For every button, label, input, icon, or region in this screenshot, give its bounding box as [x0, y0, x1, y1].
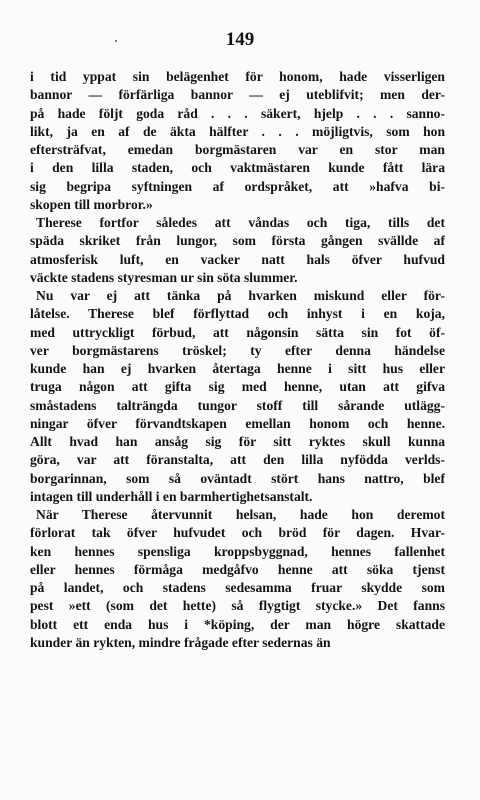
text-line: Nu var ej att tänka på hvarken miskund eller för-: [36, 288, 445, 303]
body-text: [30, 68, 445, 652]
paragraph: [30, 287, 445, 506]
text-line: kunder än rykten, mindre frågade efter sedernas än: [30, 634, 331, 650]
text-line: ver borgmästarens tröskel; ty efter denna händelse: [30, 342, 445, 358]
text-line: kunde han ej hvarken återtaga henne i sitt hus eller: [30, 361, 445, 376]
text-line: eller hennes förmåga medgåfvo henne att söka tjenst: [30, 561, 445, 577]
text-line: i tid yppat sin belägenhet för honom, hade visserligen: [30, 69, 445, 84]
text-line: blott ett enda hus i *köping, der man högre skattade: [30, 616, 445, 632]
text-line: borgarinnan, som så oväntadt stört hans nattro, blef: [30, 470, 445, 486]
text-line: bannor — förfärliga bannor — ej uteblifvit; men der-: [30, 87, 445, 103]
text-line: småstadens talträngda tungor stoff till sårande utlägg-: [30, 397, 445, 413]
text-line: sig begripa syftningen af ordspråket, att »hafva bi-: [30, 178, 445, 194]
text-line: späda skriket från lungor, som första gången svällde af: [30, 233, 445, 249]
text-line: När Therese återvunnit helsan, hade hon deremot: [36, 507, 445, 522]
text-line: göra, var att föranstalta, att den lilla nyfödda verlds-: [30, 452, 445, 468]
text-line: på landet, och stadens sedesamma fruar skydde som: [30, 580, 445, 595]
paragraph: [30, 506, 445, 652]
text-line: ningar öfver förvandtskapen emellan honom och henne.: [30, 415, 445, 431]
paragraph: [30, 68, 445, 214]
text-line: skopen till morbror.»: [30, 196, 153, 212]
text-line: Therese fortfor således att våndas och tiga, tills det: [36, 215, 445, 230]
text-line: intagen till underhåll i en barmhertighetsanstalt.: [30, 488, 313, 504]
text-line: förlorat tak öfver hufvudet och bröd för dagen. Hvar-: [30, 525, 445, 541]
paragraph: [30, 214, 445, 287]
text-line: på hade följt goda råd . . . säkert, hjelp . . . sanno-: [30, 105, 445, 121]
text-line: truga någon att gifta sig med henne, utan att gifva: [30, 379, 445, 395]
text-line: med uttryckligt förbud, att någonsin sätta sin fot öf-: [30, 324, 445, 340]
text-line: atmosferisk luft, en vacker natt hals öfver hufvud: [30, 251, 445, 267]
text-line: väckte stadens styresman ur sin söta slummer.: [30, 269, 298, 285]
print-speck: [115, 40, 117, 42]
text-line: i den lilla staden, och vaktmästaren kunde fått lära: [30, 160, 445, 176]
text-line: låtelse. Therese blef förflyttad och inhyst i en koja,: [30, 306, 445, 322]
text-line: likt, ja en af de äkta hälfter . . . möjligtvis, som hon: [30, 123, 445, 139]
text-line: ken hennes spensliga kroppsbyggnad, hennes fallenhet: [30, 543, 445, 559]
text-line: eftersträfvat, emedan borgmästaren var en stor man: [30, 142, 445, 157]
text-line: Allt hvad han ansåg sig för sitt ryktes skull kunna: [30, 434, 445, 449]
page-number: 149: [225, 29, 255, 50]
text-line: pest »ett (som det hette) så flygtigt stycke.» Det fanns: [30, 598, 445, 614]
